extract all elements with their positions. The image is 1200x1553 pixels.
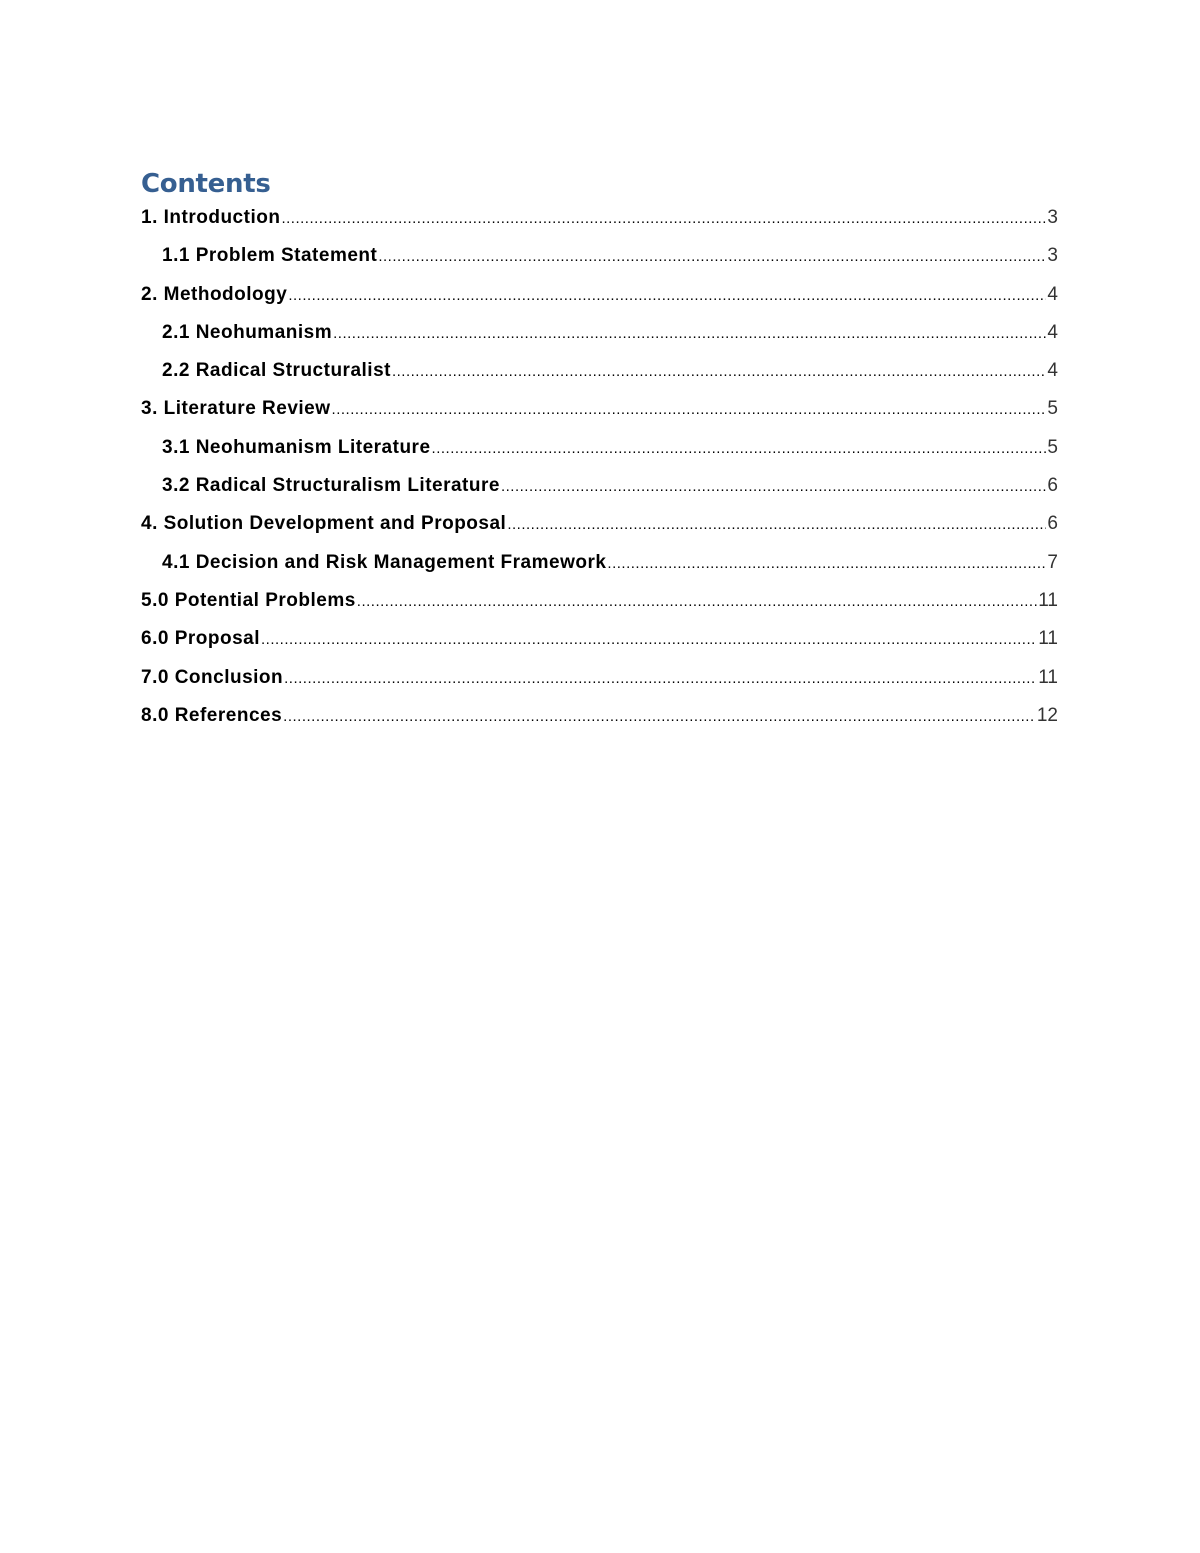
toc-entry-page-number[interactable]: 7 <box>1047 551 1058 573</box>
toc-title: Contents <box>141 169 271 199</box>
toc-entry-page-number[interactable]: 3 <box>1047 245 1058 267</box>
toc-entry[interactable] <box>141 545 1058 583</box>
toc-dot-leader <box>507 516 1046 533</box>
toc-entry[interactable] <box>141 391 1058 429</box>
toc-entry-page-number[interactable]: 3 <box>1047 207 1058 228</box>
toc-entry-page-number[interactable]: 4 <box>1047 360 1058 382</box>
toc-entry-label[interactable]: 1.1 Problem Statement <box>162 245 378 267</box>
toc-entry-page-number[interactable]: 11 <box>1038 666 1058 688</box>
toc-entry-label[interactable]: 3.2 Radical Structuralism Literature <box>162 475 500 497</box>
toc-entry-page-number[interactable]: 6 <box>1047 475 1058 497</box>
toc-entry[interactable] <box>141 315 1058 353</box>
toc-dot-leader <box>501 478 1046 495</box>
toc-entry-label[interactable]: 7.0 Conclusion <box>141 666 284 688</box>
toc-dot-leader <box>392 363 1046 380</box>
toc-entry-label[interactable]: 2.1 Neohumanism <box>162 321 333 343</box>
toc-entry[interactable] <box>141 430 1058 468</box>
toc-entry-label[interactable]: 3.1 Neohumanism Literature <box>162 436 431 458</box>
toc-dot-leader <box>288 287 1046 304</box>
toc-entry-page-number[interactable]: 5 <box>1047 436 1058 458</box>
toc-dot-leader <box>333 325 1046 342</box>
toc-dot-leader <box>432 440 1047 457</box>
toc-entry-page-number[interactable]: 4 <box>1047 283 1058 305</box>
toc-entry-label[interactable]: 5.0 Potential Problems <box>141 589 356 611</box>
toc-dot-leader <box>284 670 1037 687</box>
toc-dot-leader <box>283 708 1036 725</box>
toc-entry[interactable] <box>141 468 1058 506</box>
toc-entry[interactable] <box>141 200 1058 238</box>
toc-entry[interactable] <box>141 660 1058 698</box>
toc-entry-page-number[interactable]: 6 <box>1047 513 1058 535</box>
toc-entry[interactable] <box>141 583 1058 621</box>
toc-entry[interactable] <box>141 621 1058 659</box>
toc-entry-label[interactable]: 2. Methodology <box>141 283 288 305</box>
toc-entry[interactable] <box>141 698 1058 736</box>
toc-entry-label[interactable]: 8.0 References <box>141 704 283 726</box>
toc-entry[interactable] <box>141 238 1058 276</box>
toc-entry-label[interactable]: 4. Solution Development and Proposal <box>141 513 507 535</box>
toc-dot-leader <box>332 401 1047 418</box>
toc-dot-leader <box>607 555 1046 572</box>
toc-entry-page-number[interactable]: 5 <box>1047 398 1058 420</box>
toc-entry-page-number[interactable]: 4 <box>1047 321 1058 343</box>
toc-entry-page-number[interactable]: 11 <box>1038 628 1058 650</box>
toc-entry[interactable] <box>141 506 1058 544</box>
toc-entry-label[interactable]: 3. Literature Review <box>141 398 331 420</box>
table-of-contents <box>141 200 1058 736</box>
toc-entry[interactable] <box>141 353 1058 391</box>
toc-entry[interactable] <box>141 277 1058 315</box>
toc-entry-label[interactable]: 4.1 Decision and Risk Management Framework <box>162 551 607 573</box>
toc-entry-page-number[interactable]: 11 <box>1038 589 1058 611</box>
toc-dot-leader <box>281 210 1046 227</box>
toc-entry-page-number[interactable]: 12 <box>1036 704 1058 726</box>
toc-entry-label[interactable]: 1. Introduction <box>141 207 281 228</box>
toc-dot-leader <box>261 631 1037 648</box>
toc-dot-leader <box>357 593 1037 610</box>
toc-dot-leader <box>378 248 1046 265</box>
toc-entry-label[interactable]: 2.2 Radical Structuralist <box>162 360 391 382</box>
toc-entry-label[interactable]: 6.0 Proposal <box>141 628 260 650</box>
